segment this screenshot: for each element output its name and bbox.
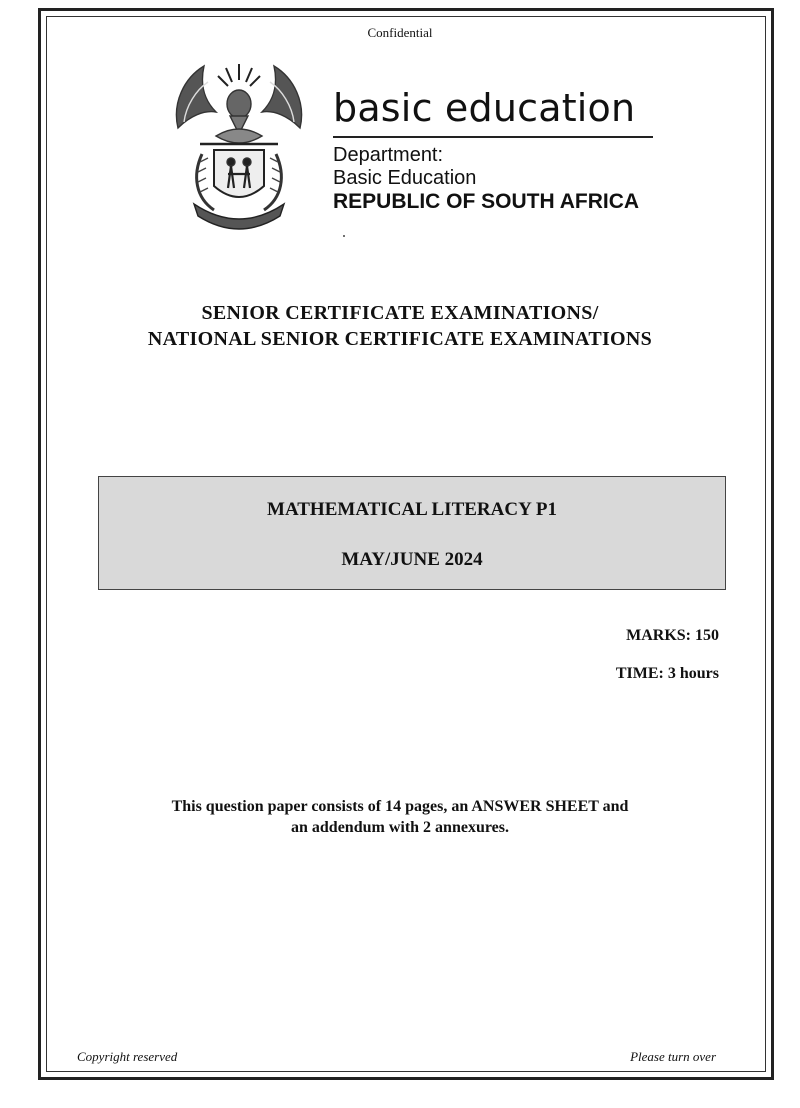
paper-description-line2: an addendum with 2 annexures. bbox=[291, 819, 509, 836]
paper-description-line1: This question paper consists of 14 pages, an ANSWER SHEET and bbox=[171, 798, 629, 815]
confidential-label: Confidential bbox=[367, 25, 433, 40]
speck bbox=[343, 235, 345, 237]
time-label: TIME: 3 hours bbox=[615, 665, 719, 682]
department-name: Basic Education bbox=[333, 167, 477, 189]
subject-box bbox=[98, 476, 726, 590]
marks-label: MARKS: 150 bbox=[626, 627, 719, 644]
coat-of-arms-icon bbox=[170, 58, 308, 230]
copyright-notice: Copyright reserved bbox=[77, 1049, 178, 1064]
brand-divider bbox=[333, 136, 653, 138]
brand-title: basic education bbox=[333, 86, 636, 130]
department-label: Department: bbox=[333, 144, 444, 166]
subject-name: MATHEMATICAL LITERACY P1 bbox=[267, 499, 557, 520]
turn-over-notice: Please turn over bbox=[630, 1049, 716, 1064]
exam-title-line1: SENIOR CERTIFICATE EXAMINATIONS/ bbox=[201, 302, 599, 324]
country-name: REPUBLIC OF SOUTH AFRICA bbox=[333, 190, 640, 213]
exam-session: MAY/JUNE 2024 bbox=[341, 549, 483, 570]
exam-title-line2: NATIONAL SENIOR CERTIFICATE EXAMINATIONS bbox=[147, 328, 653, 350]
